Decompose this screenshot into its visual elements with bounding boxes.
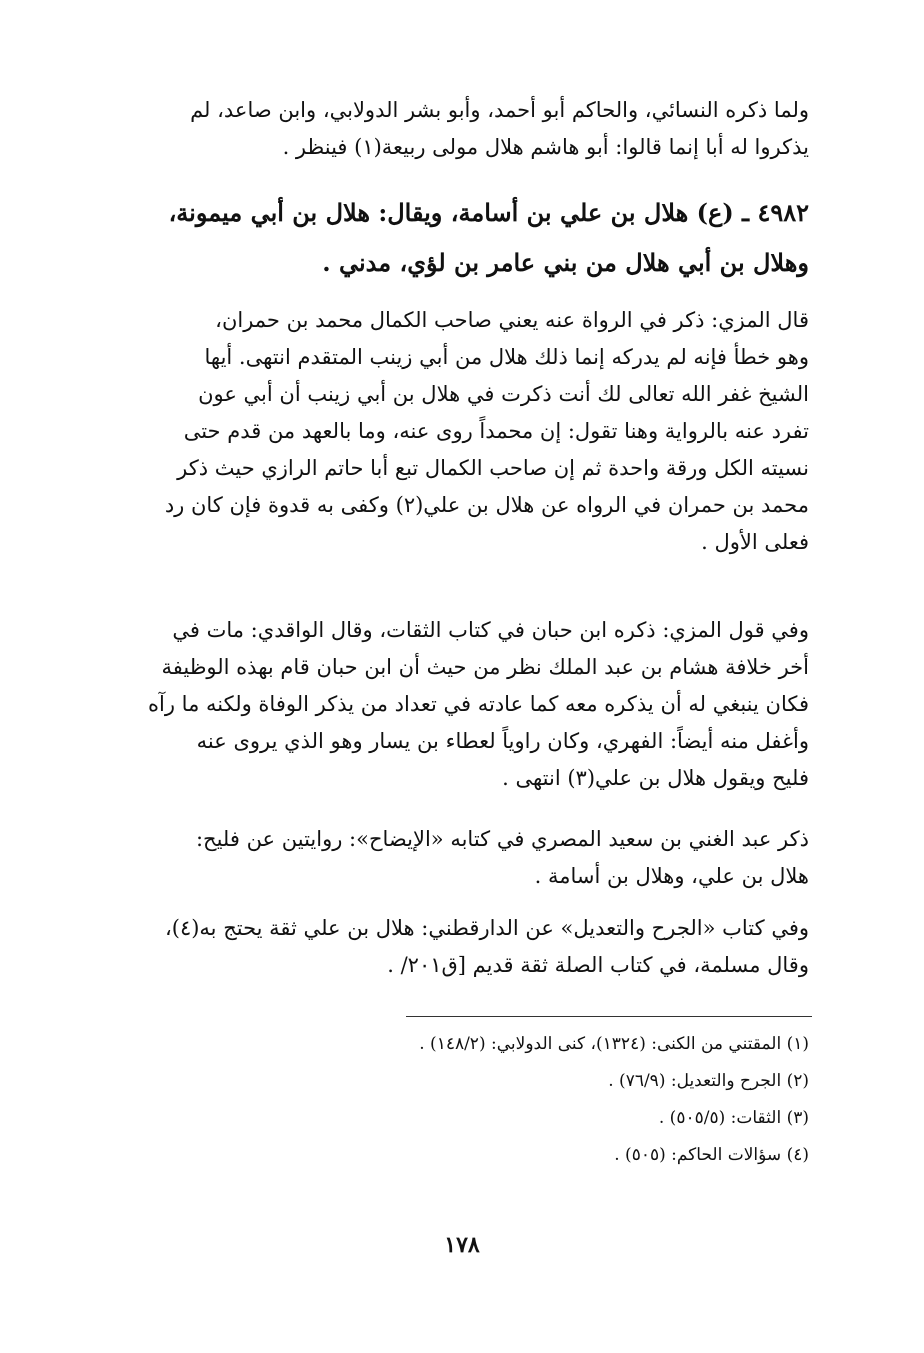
- text-line: وفي كتاب «الجرح والتعديل» عن الدارقطني: هلال بن علي ثقة يحتج به(٤)،: [164, 916, 809, 940]
- text-line: وفي قول المزي: ذكره ابن حبان في كتاب الثقات، وقال الواقدي: مات في: [172, 618, 809, 642]
- text-line: محمد بن حمران في الرواه عن هلال بن علي(٢) وكفى به قدوة فإن كان رد: [164, 493, 809, 517]
- text-line: قال المزي: ذكر في الرواة عنه يعني صاحب الكمال محمد بن حمران،: [215, 308, 809, 332]
- text-line: الشيخ غفر الله تعالى لك أنت ذكرت في هلال بن أبي زينب أن أبي عون: [198, 382, 809, 406]
- paragraph-4: [109, 821, 809, 895]
- text-line: أخر خلافة هشام بن عبد الملك نظر من حيث أن ابن حبان قام بهذه الوظيفة: [161, 655, 809, 679]
- page-number: ١٧٨: [444, 1232, 480, 1258]
- text-line: ولما ذكره النسائي، والحاكم أبو أحمد، وأبو بشر الدولابي، وابن صاعد، لم: [190, 98, 809, 122]
- footnote-divider: [406, 1016, 812, 1017]
- paragraph-3: [109, 612, 809, 797]
- paragraph-1: [109, 92, 809, 166]
- text-line: وقال مسلمة، في كتاب الصلة ثقة قديم [ق٢٠١/ .: [387, 953, 809, 977]
- paragraph-5: [109, 910, 809, 984]
- footnotes: [249, 1026, 809, 1174]
- text-line: وهو خطأ فإنه لم يدركه إنما ذلك هلال من أبي زينب المتقدم انتهى. أيها: [204, 345, 809, 369]
- text-line: وأغفل منه أيضاً: الفهري، وكان راوياً لعطاء بن يسار وهو الذي يروى عنه: [196, 729, 809, 753]
- entry-heading-line: وهلال بن أبي هلال من بني عامر بن لؤي، مدني .: [322, 248, 809, 277]
- entry-heading-line: ٤٩٨٢ ـ (ع) هلال بن علي بن أسامة، ويقال: هلال بن أبي ميمونة،: [168, 198, 809, 227]
- text-line: نسيته الكل ورقة واحدة ثم إن صاحب الكمال تبع أبا حاتم الرازي حيث ذكر: [177, 456, 809, 480]
- text-line: فعلى الأول .: [701, 530, 809, 554]
- text-line: هلال بن علي، وهلال بن أسامة .: [534, 864, 809, 888]
- footnote-4: (٤) سؤالات الحاكم: (٥٠٥) .: [614, 1145, 809, 1165]
- paragraph-2: [109, 302, 809, 561]
- text-line: تفرد عنه بالرواية وهنا تقول: إن محمداً روى عنه، وما بالعهد من قدم حتى: [183, 419, 809, 443]
- text-line: ذكر عبد الغني بن سعيد المصري في كتابه «الإيضاح»: روايتين عن فليح:: [195, 827, 809, 851]
- footnote-2: (٢) الجرح والتعديل: (٧٦/٩) .: [608, 1071, 809, 1091]
- footnote-3: (٣) الثقات: (٥٠٥/٥) .: [658, 1108, 809, 1128]
- text-line: فكان ينبغي له أن يذكره معه كما عادته في تعداد من يذكر الوفاة ولكنه ما رآه: [148, 692, 809, 716]
- entry-heading: [109, 188, 809, 288]
- footnote-1: (١) المقتني من الكنى: (١٣٢٤)، كنى الدولابي: (١٤٨/٢) .: [419, 1034, 809, 1054]
- text-line: يذكروا له أبا إنما قالوا: أبو هاشم هلال مولى ربيعة(١) فينظر .: [282, 135, 809, 159]
- text-line: فليح ويقول هلال بن علي(٣) انتهى .: [502, 766, 809, 790]
